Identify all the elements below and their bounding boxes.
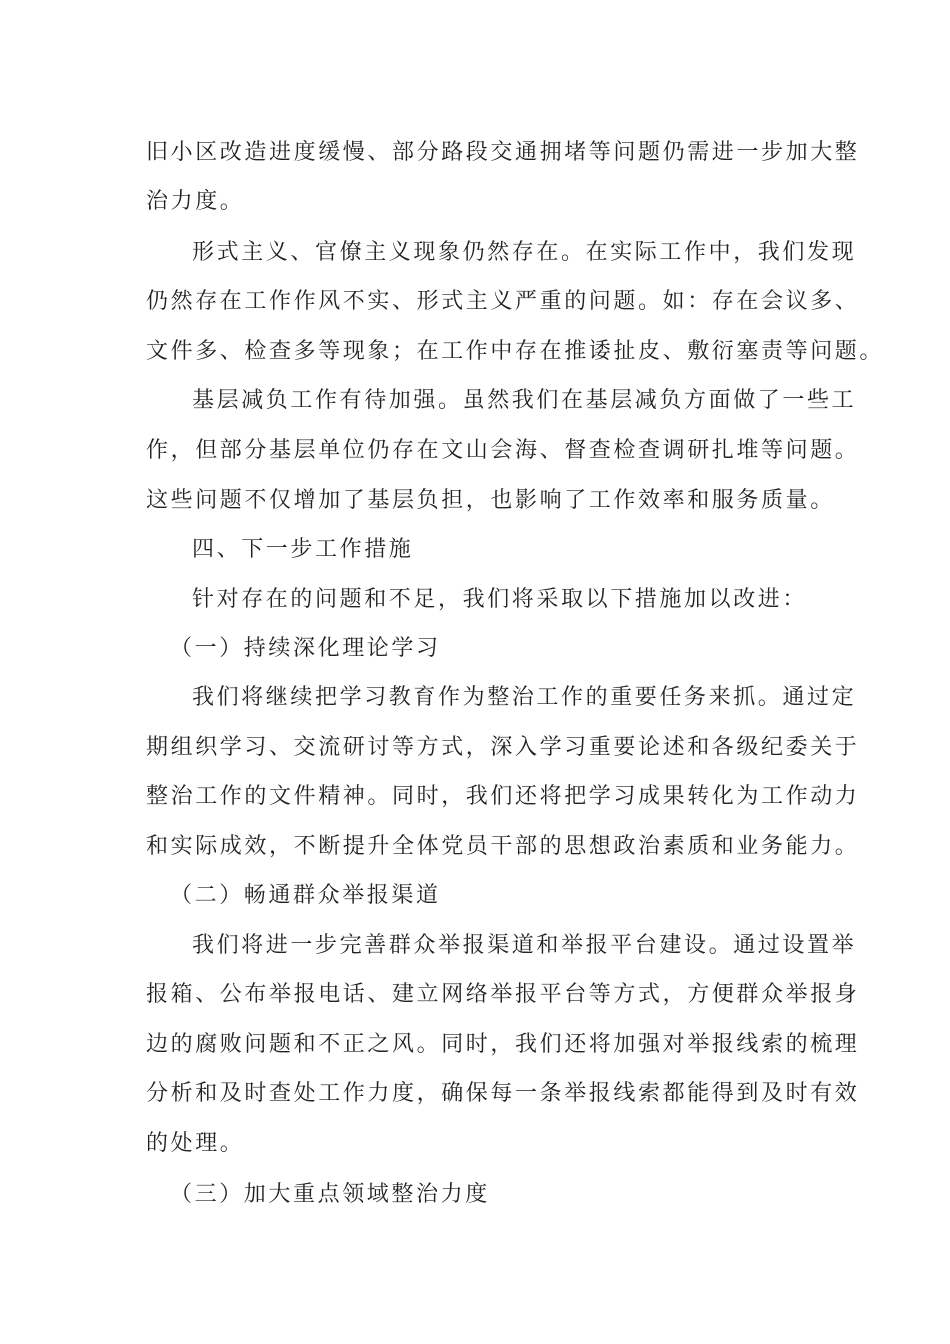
- paragraph-line: 分析和及时查处工作力度，确保每一条举报线索都能得到及时有效: [146, 1081, 860, 1106]
- paragraph-line: 形式主义、官僚主义现象仍然存在。在实际工作中，我们发现: [192, 240, 857, 265]
- paragraph-line: 仍然存在工作作风不实、形式主义严重的问题。如：存在会议多、: [146, 289, 860, 314]
- paragraph-line: 期组织学习、交流研讨等方式，深入学习重要论述和各级纪委关于: [146, 735, 860, 760]
- paragraph-line: 作，但部分基层单位仍存在文山会海、督查检查调研扎堆等问题。: [146, 438, 860, 463]
- paragraph-line: 针对存在的问题和不足，我们将采取以下措施加以改进：: [192, 587, 808, 612]
- paragraph-line: 旧小区改造进度缓慢、部分路段交通拥堵等问题仍需进一步加大整: [146, 140, 860, 165]
- paragraph-line: 我们将继续把学习教育作为整治工作的重要任务来抓。通过定: [192, 685, 857, 710]
- paragraph-line: 我们将进一步完善群众举报渠道和举报平台建设。通过设置举: [192, 933, 857, 958]
- paragraph-line: 这些问题不仅增加了基层负担，也影响了工作效率和服务质量。: [146, 488, 835, 513]
- paragraph-line: 治力度。: [146, 189, 245, 214]
- subsection-heading: （二）畅通群众举报渠道: [170, 883, 441, 908]
- paragraph-line: 和实际成效，不断提升全体党员干部的思想政治素质和业务能力。: [146, 834, 860, 859]
- paragraph-line: 边的腐败问题和不正之风。同时，我们还将加强对举报线索的梳理: [146, 1032, 860, 1057]
- paragraph-line: 的处理。: [146, 1131, 245, 1156]
- subsection-heading: （三）加大重点领域整治力度: [170, 1182, 490, 1207]
- paragraph-line: 整治工作的文件精神。同时，我们还将把学习成果转化为工作动力: [146, 784, 860, 809]
- subsection-heading: （一）持续深化理论学习: [170, 636, 441, 661]
- paragraph-line: 基层减负工作有待加强。虽然我们在基层减负方面做了一些工: [192, 388, 857, 413]
- paragraph-line: 文件多、检查多等现象；在工作中存在推诿扯皮、敷衍塞责等问题。: [146, 339, 885, 364]
- section-heading: 四、下一步工作措施: [192, 537, 414, 562]
- paragraph-line: 报箱、公布举报电话、建立网络举报平台等方式，方便群众举报身: [146, 982, 860, 1007]
